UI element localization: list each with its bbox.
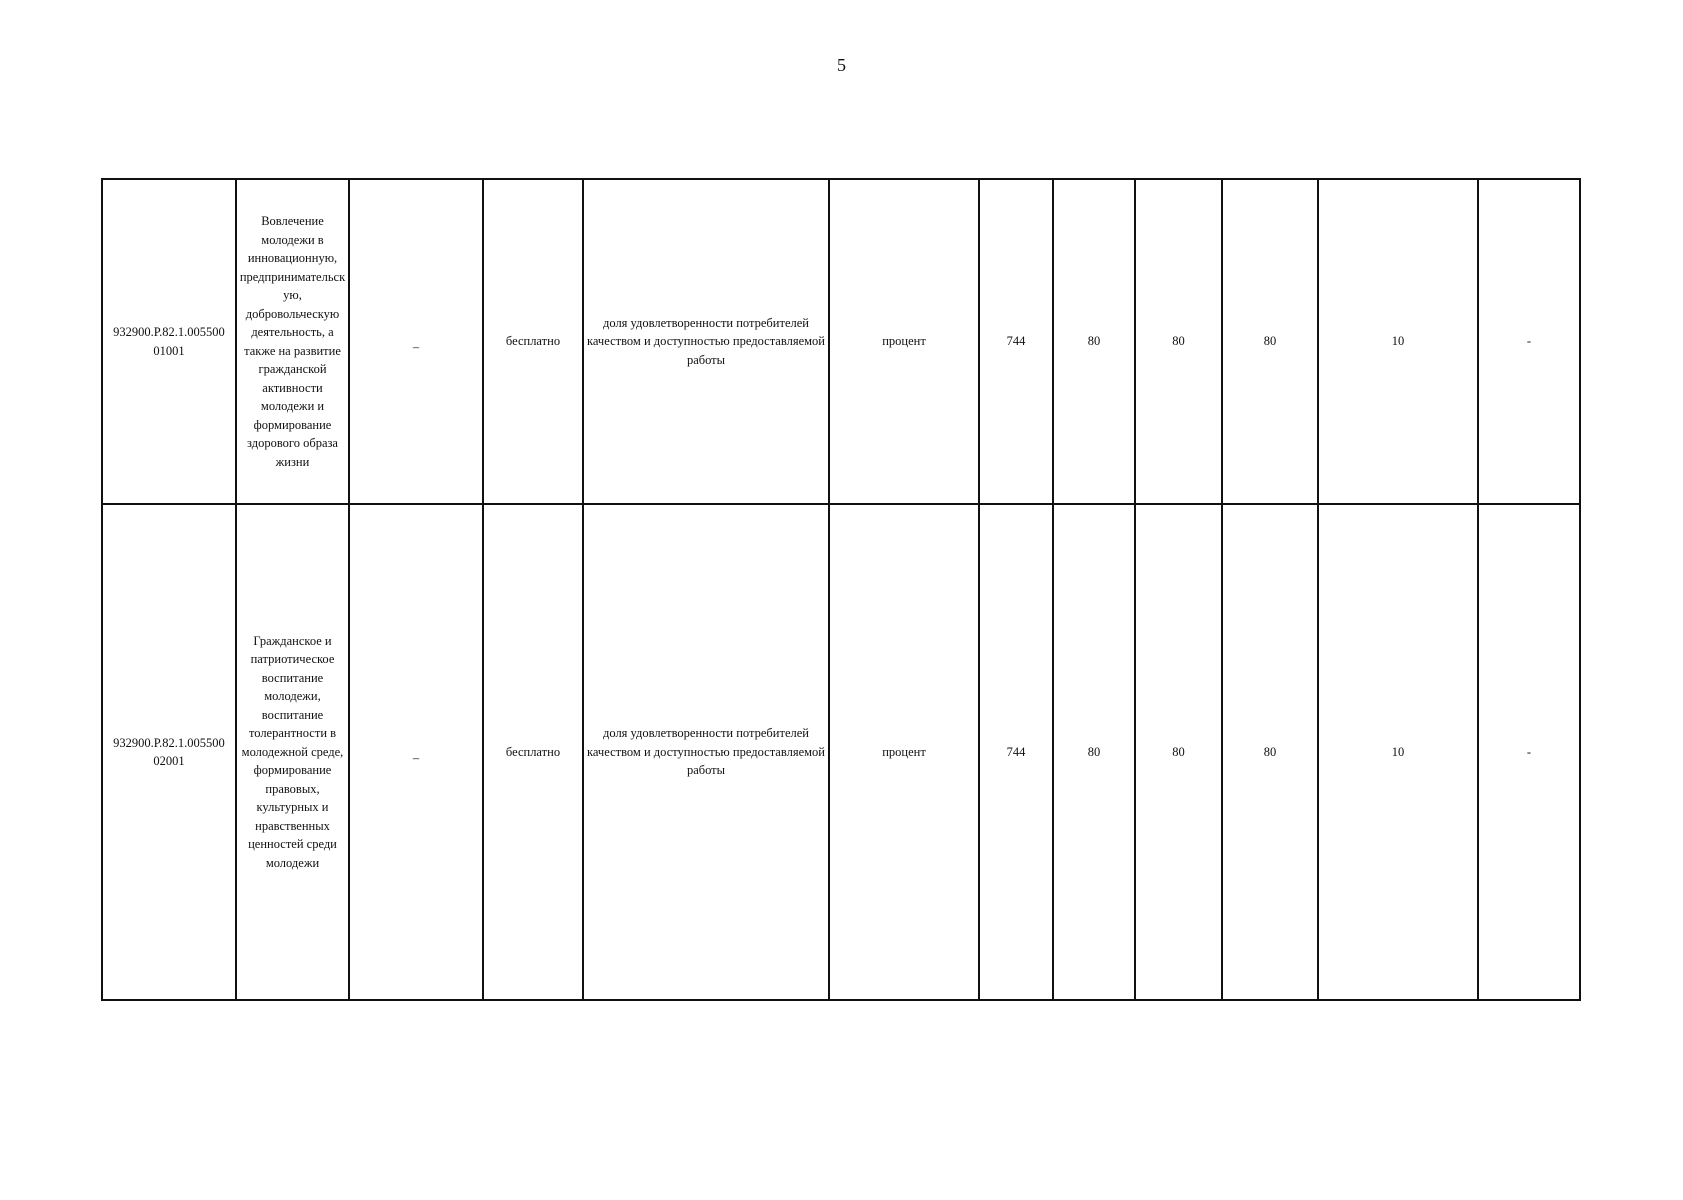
registry-code-cell: 932900.Р.82.1.005500 01001 xyxy=(102,179,236,504)
value-cell: 80 xyxy=(1135,179,1222,504)
empty-mark: – xyxy=(412,750,420,765)
okei-code-cell: 744 xyxy=(979,179,1053,504)
table-row xyxy=(102,504,1580,1000)
deviation-cell: 10 xyxy=(1318,179,1478,504)
registry-code-cell: 932900.Р.82.1.005500 02001 xyxy=(102,504,236,1000)
last-cell: - xyxy=(1478,179,1580,504)
indicator-cell: доля удовлетворенности потребителей качеством и доступностью предоставляемой работы xyxy=(583,179,829,504)
empty-mark: – xyxy=(412,340,420,355)
empty-content-cell xyxy=(349,504,483,1000)
payment-cell: бесплатно xyxy=(483,504,583,1000)
work-name-cell: Вовлечение молодежи в инновационную, предпринимательскую, добровольческую деятельность, а также на развитие гражданской активности молодежи и формирование здорового образа жизни xyxy=(236,179,349,504)
work-name-cell: Гражданское и патриотическое воспитание молодежи, воспитание толерантности в молодежной среде, формирование правовых, культурных и нравственных ценностей среди молодежи xyxy=(236,504,349,1000)
value-cell: 80 xyxy=(1222,504,1318,1000)
last-cell: - xyxy=(1478,504,1580,1000)
indicator-cell: доля удовлетворенности потребителей качеством и доступностью предоставляемой работы xyxy=(583,504,829,1000)
value-cell: 80 xyxy=(1222,179,1318,504)
unit-cell: процент xyxy=(829,179,979,504)
value-cell: 80 xyxy=(1135,504,1222,1000)
page-number: 5 xyxy=(837,55,846,75)
table-row xyxy=(102,179,1580,504)
value-cell: 80 xyxy=(1053,504,1135,1000)
deviation-cell: 10 xyxy=(1318,504,1478,1000)
value-cell: 80 xyxy=(1053,179,1135,504)
unit-cell: процент xyxy=(829,504,979,1000)
payment-cell: бесплатно xyxy=(483,179,583,504)
empty-content-cell xyxy=(349,179,483,504)
registry-table xyxy=(101,178,1581,1001)
okei-code-cell: 744 xyxy=(979,504,1053,1000)
